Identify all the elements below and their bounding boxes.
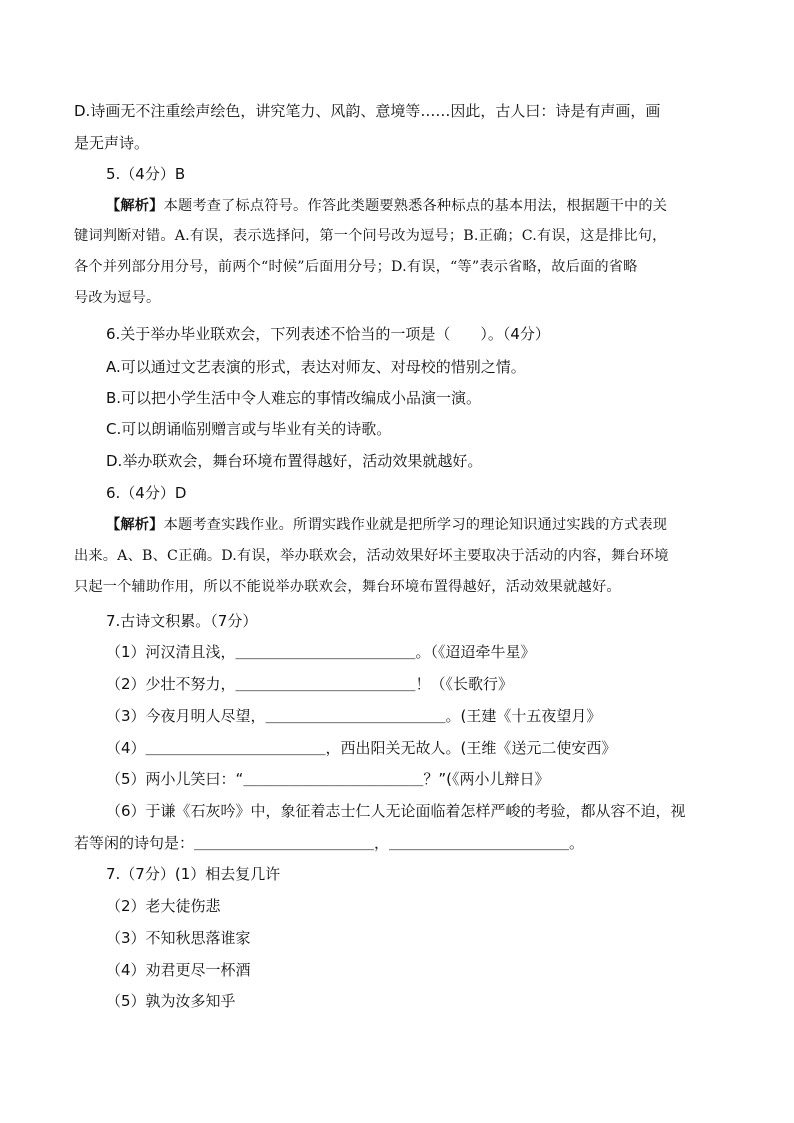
q7-item-1: （1）河汉清且浅，＿＿＿＿＿＿＿＿＿＿＿＿。（《迢迢牵牛星》 bbox=[106, 643, 536, 661]
q7-answer-1: 7.（7分）(1）相去复几许 bbox=[106, 865, 281, 883]
q7-item-6-line2: 若等闲的诗句是：＿＿＿＿＿＿＿＿＿＿＿＿，＿＿＿＿＿＿＿＿＿＿＿＿。 bbox=[74, 834, 585, 852]
q7-answer-4: （4）劝君更尽一杯酒 bbox=[106, 961, 251, 979]
q7-stem: 7.古诗文积累。（7分） bbox=[106, 612, 258, 630]
q5-explanation-line3: 各个并列部分用分号，前两个“时候”后面用分号；D.有误，“等”表示省略，故后面的省略 bbox=[74, 259, 638, 275]
q7-answer-3: （3）不知秋思落谁家 bbox=[106, 929, 251, 947]
q6-explanation-line1 bbox=[106, 515, 726, 535]
q7-item-3: （3）今夜月明人尽望，＿＿＿＿＿＿＿＿＿＿＿＿。(王建《十五夜望月》 bbox=[106, 707, 602, 725]
explanation-label: 【解析】 bbox=[106, 198, 164, 214]
q6-option-d: D.举办联欢会，舞台环境布置得越好，活动效果就越好。 bbox=[106, 452, 483, 470]
q6-stem: 6.关于举办毕业联欢会，下列表述不恰当的一项是（ ）。（4分） bbox=[106, 325, 550, 343]
q6-option-c: C.可以朗诵临别赠言或与毕业有关的诗歌。 bbox=[106, 420, 392, 438]
q7-item-5: （5）两小儿笑曰：“＿＿＿＿＿＿＿＿＿＿＿＿？”(《两小儿辩日》 bbox=[106, 770, 550, 788]
q7-item-4: （4）＿＿＿＿＿＿＿＿＿＿＿＿，西出阳关无故人。(王维《送元二使安西》 bbox=[106, 739, 617, 757]
explanation-label: 【解析】 bbox=[106, 517, 164, 533]
q7-answer-2: （2）老大徒伤悲 bbox=[106, 897, 221, 915]
q5-explanation-line2: 键词判断对错。A.有误，表示选择问，第一个问号改为逗号；B.正确；C.有误，这是排比句， bbox=[74, 228, 667, 244]
q5-explanation-line1 bbox=[106, 196, 726, 216]
explanation-text: 本题考查实践作业。所谓实践作业就是把所学习的理论知识通过实践的方式表现 bbox=[163, 517, 668, 533]
q4-option-d-line2: 是无声诗。 bbox=[74, 134, 150, 152]
q4-option-d-line1: D.诗画无不注重绘声绘色，讲究笔力、风韵、意境等……因此，古人曰：诗是有声画，画 bbox=[74, 102, 661, 120]
q5-answer: 5.（4分）B bbox=[106, 165, 186, 183]
q6-explanation-line3: 只起一个辅助作用，所以不能说举办联欢会，舞台环境布置得越好，活动效果就越好。 bbox=[74, 579, 621, 595]
q5-explanation-line4: 号改为逗号。 bbox=[74, 290, 161, 306]
q6-explanation-line2: 出来。A、B、C正确。D.有误，举办联欢会，活动效果好坏主要取决于活动的内容，舞台环境 bbox=[74, 548, 669, 564]
q6-option-a: A.可以通过文艺表演的形式，表达对师友、对母校的惜别之情。 bbox=[106, 358, 526, 376]
q6-option-b: B.可以把小学生活中令人难忘的事情改编成小品演一演。 bbox=[106, 389, 482, 407]
q7-item-2: （2）少壮不努力，＿＿＿＿＿＿＿＿＿＿＿＿！（《长歌行》 bbox=[106, 675, 514, 693]
q7-answer-5: （5）孰为汝多知乎 bbox=[106, 992, 236, 1010]
q6-answer: 6.（4分）D bbox=[106, 484, 187, 502]
explanation-text: 本题考查了标点符号。作答此类题要熟悉各种标点的基本用法，根据题干中的关 bbox=[163, 198, 668, 214]
q7-item-6-line1: （6）于谦《石灰吟》中，象征着志士仁人无论面临着怎样严峻的考验，都从容不迫，视 bbox=[106, 802, 686, 820]
